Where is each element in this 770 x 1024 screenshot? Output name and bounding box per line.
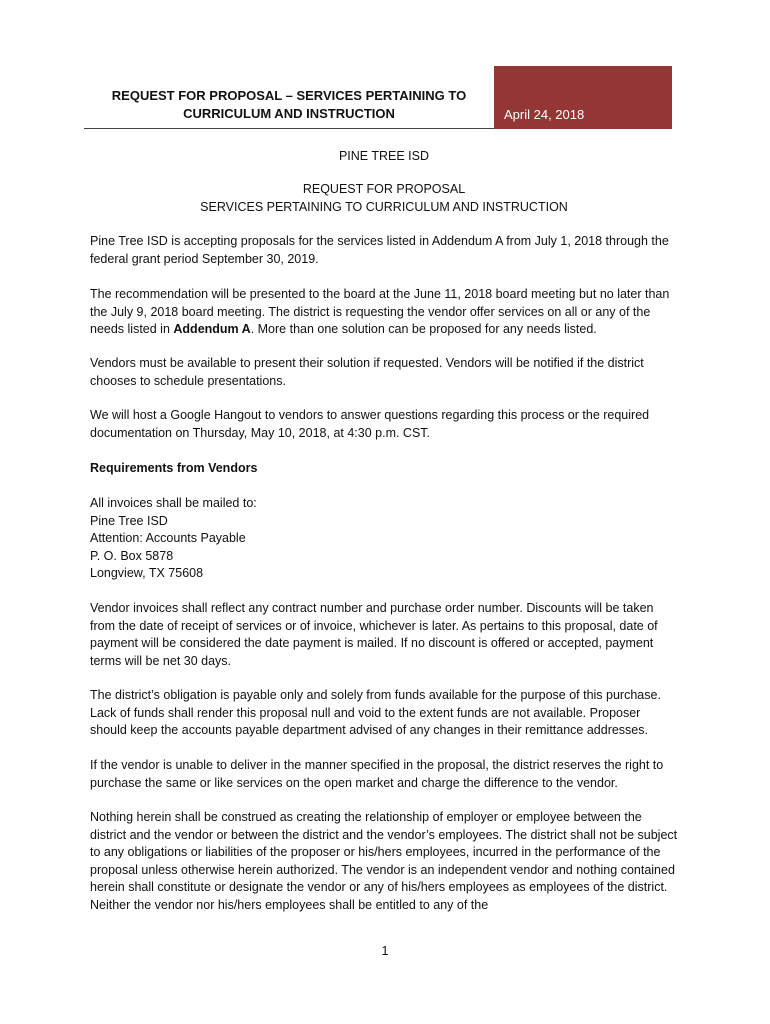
recommendation-text-end: . More than one solution can be proposed for any needs listed. — [250, 322, 597, 337]
address-line-3: P. O. Box 5878 — [90, 548, 174, 563]
address-line-2: Attention: Accounts Payable — [90, 531, 246, 546]
address-intro: All invoices shall be mailed to: — [90, 496, 257, 510]
subtitle-line-2: SERVICES PERTAINING TO CURRICULUM AND INSTRUCTION — [200, 200, 568, 214]
paragraph-hangout — [90, 407, 680, 442]
paragraph-intro-text: Pine Tree ISD is accepting proposals for the services listed in Addendum A from July 1, 2018 through the federal grant period September 30, 2019. — [90, 234, 669, 266]
paragraph-obligation — [90, 687, 680, 740]
paragraph-recommendation-text — [90, 286, 680, 339]
header-divider — [84, 128, 494, 129]
requirements-heading: Requirements from Vendors — [90, 461, 258, 475]
paragraph-invoices — [90, 600, 680, 670]
paragraph-obligation-text: The district’s obligation is payable only and solely from funds available for the purpose of this purchase. Lack of funds shall render this proposal null and void to the extent funds are not available. Proposer should keep the accounts payable department advised of any changes in their remittance addresses. — [90, 688, 661, 738]
invoice-address-block — [90, 495, 680, 583]
paragraph-presentation-text: Vendors must be available to present their solution if requested. Vendors will be notified if the district chooses to schedule presentations. — [90, 356, 644, 388]
paragraph-delivery-text: If the vendor is unable to deliver in the manner specified in the proposal, the district reserves the right to purchase the same or like services on the open market and charge the difference to the vendor. — [90, 758, 664, 790]
paragraph-intro — [90, 233, 680, 268]
date-banner — [494, 66, 672, 129]
paragraph-invoices-text: Vendor invoices shall reflect any contract number and purchase order number. Discounts will be taken from the date of receipt of services or of invoice, whichever is later. As pertains to this proposal, date of payment will be considered the date payment is mailed. If no discount is offered or accepted, payment terms will be net 30 days. — [90, 601, 658, 668]
header-date: April 24, 2018 — [504, 107, 585, 122]
header-title-line-2: CURRICULUM AND INSTRUCTION — [183, 106, 395, 121]
paragraph-delivery — [90, 757, 680, 792]
header-title-line-1: REQUEST FOR PROPOSAL – SERVICES PERTAINING TO — [111, 88, 467, 103]
address-line-1: Pine Tree ISD — [90, 513, 168, 528]
paragraph-relationship-text: Nothing herein shall be construed as creating the relationship of employer or employee between the district and the vendor or between the district and the vendor’s employees. The district shall not be subject to any obligations or liabilities of the proposer or his/hers employees, incurred in the performance of the proposal unless otherwise herein authorized. The vendor is an independent vendor and nothing contained herein shall constitute or designate the vendor or any of his/hers employees as employees of the district. Neither the vendor nor his/hers employees shall be entitled to any of the — [90, 810, 678, 912]
addendum-a-reference: Addendum A — [173, 322, 251, 337]
paragraph-relationship — [90, 809, 680, 915]
recommendation-text-start: The recommendation will be presented to the board at the June 11, 2018 board meeting but no later than the July 9, 2018 board meeting. The district is requesting the vendor offer services on all or any of the needs listed in — [90, 287, 670, 337]
organization-name: PINE TREE ISD — [338, 149, 430, 163]
subtitle-line-1: REQUEST FOR PROPOSAL — [302, 182, 466, 196]
address-line-4: Longview, TX 75608 — [90, 566, 204, 581]
document-header-title — [84, 87, 494, 123]
page-number: 1 — [381, 944, 389, 958]
paragraph-hangout-text: We will host a Google Hangout to vendors to answer questions regarding this process or the required documentation on Thursday, May 10, 2018, at 4:30 p.m. CST. — [90, 408, 650, 440]
paragraph-recommendation — [90, 286, 680, 339]
paragraph-presentation — [90, 355, 680, 390]
